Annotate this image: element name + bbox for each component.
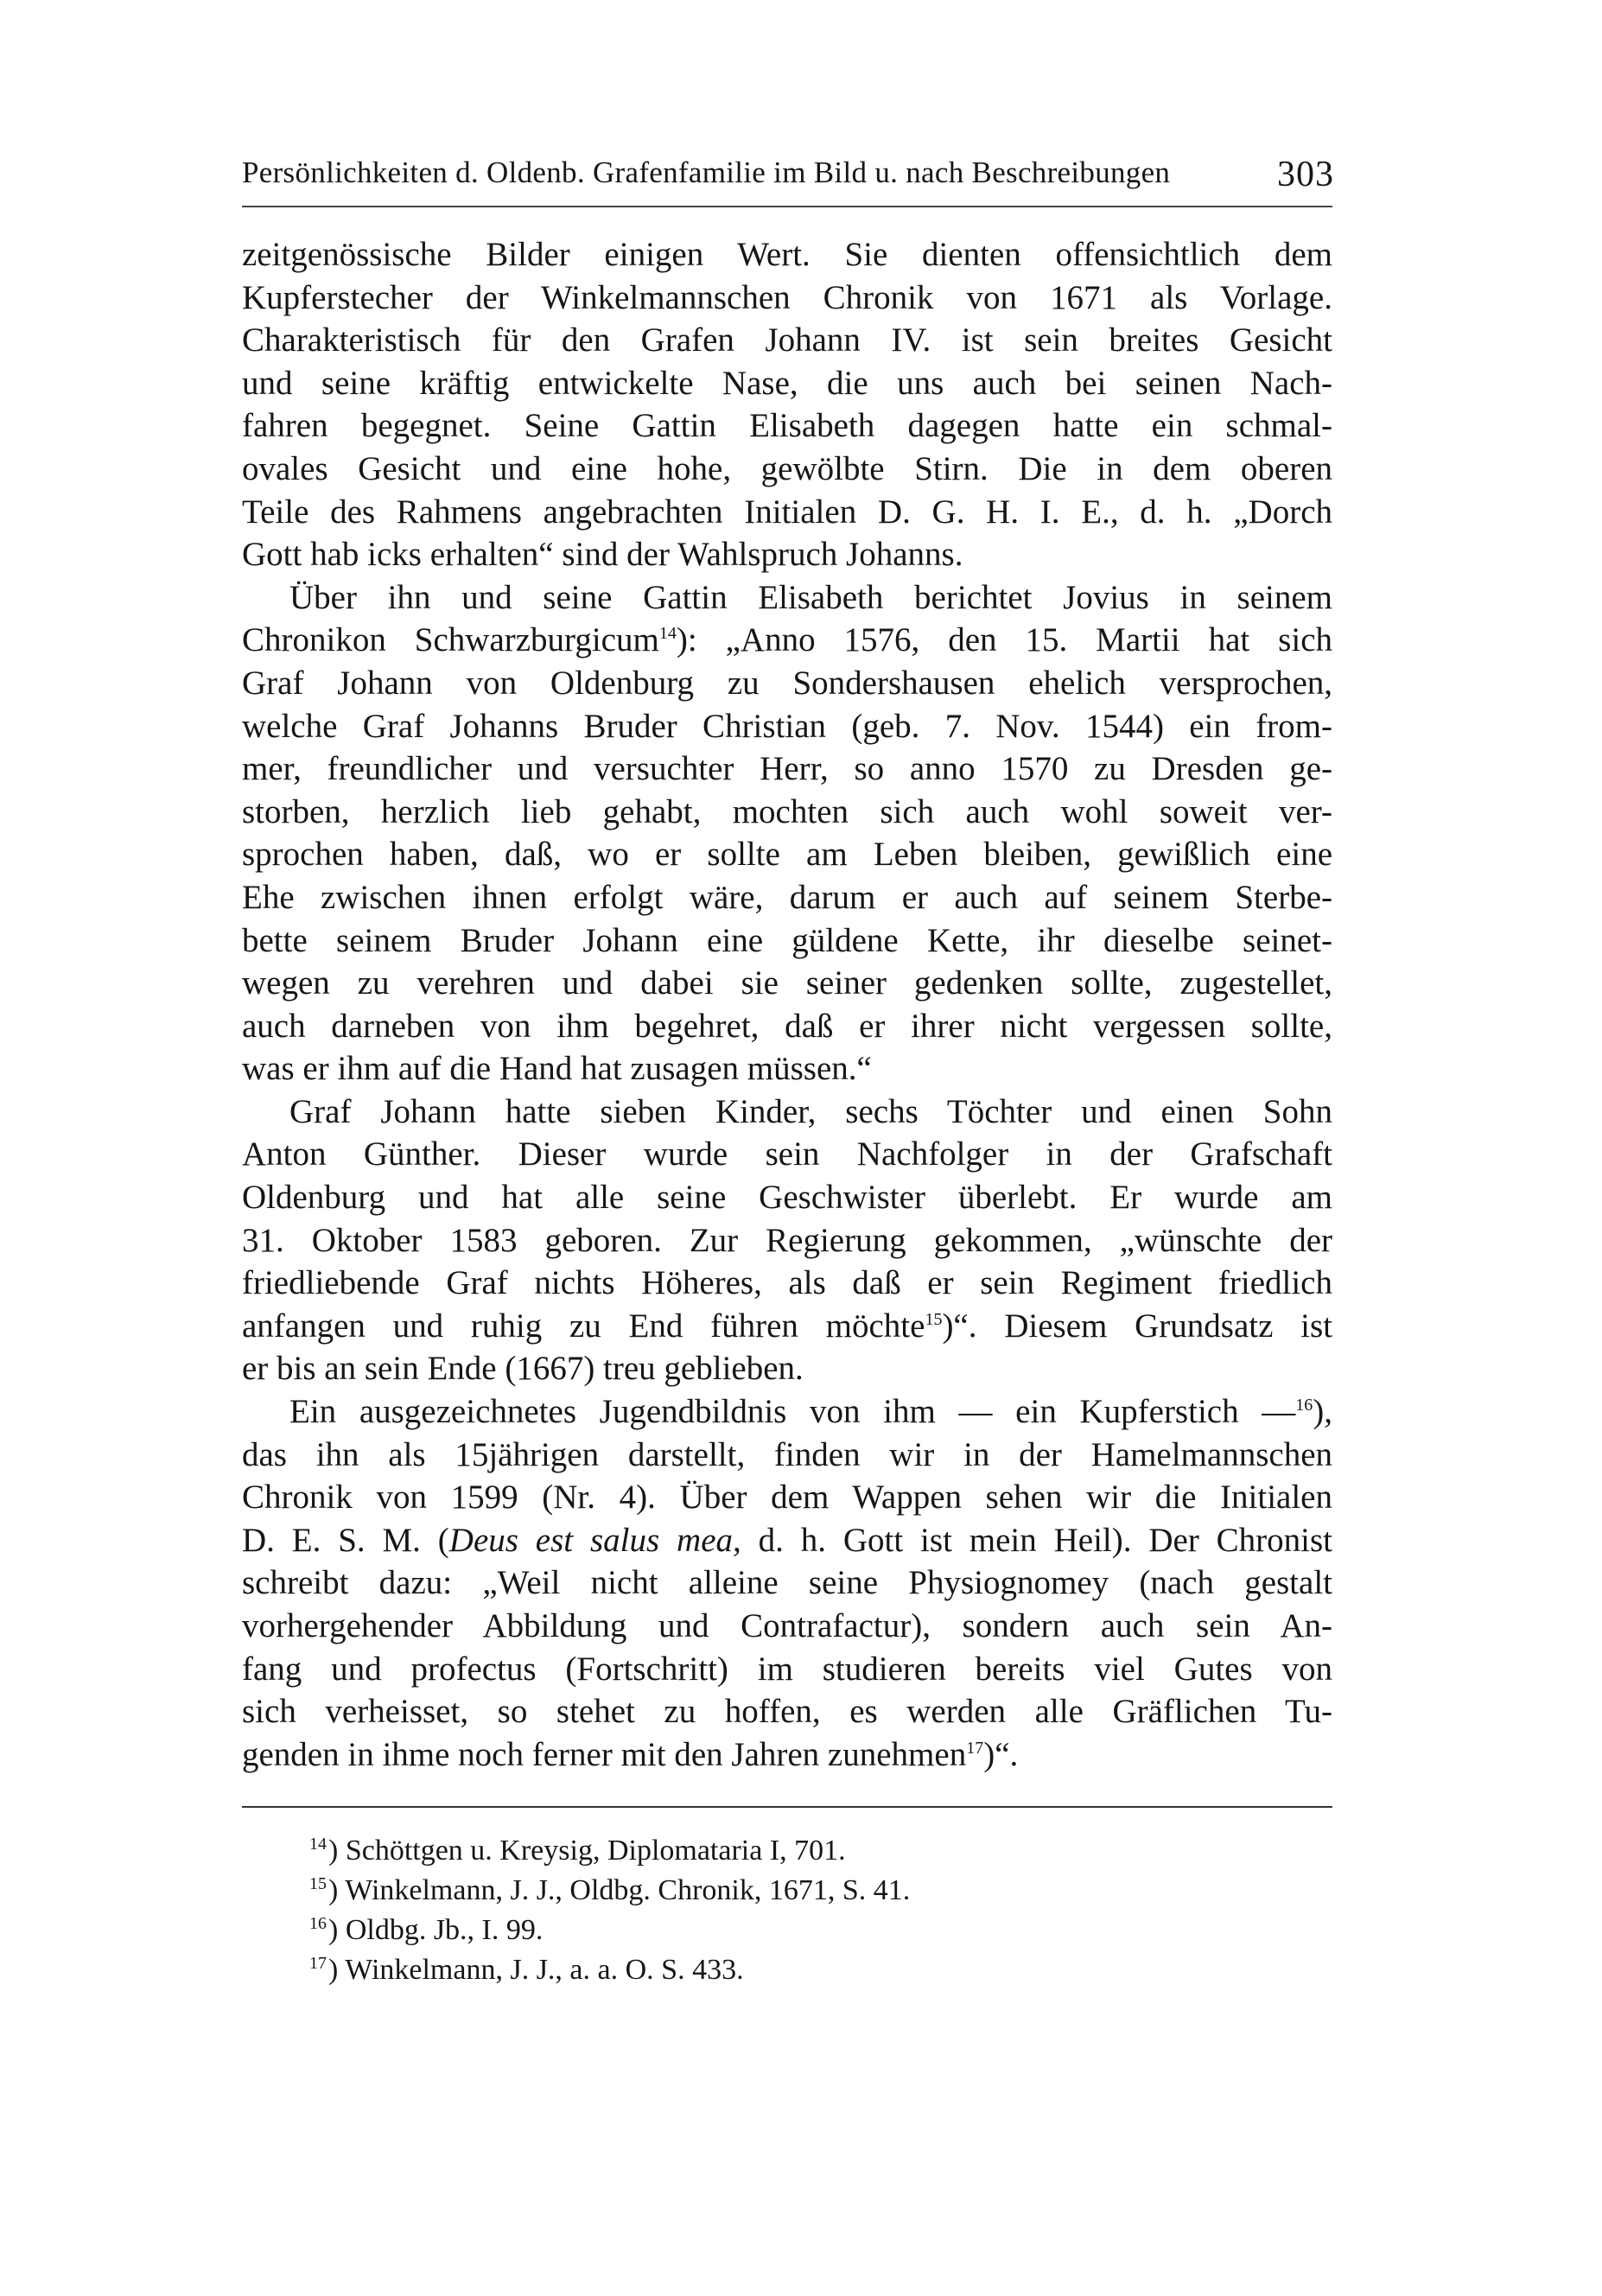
text-line: Anton Günther. Dieser wurde sein Nachfolger in der Grafschaft — [242, 1135, 1332, 1173]
text-line: fang und profectus (Fortschritt) im studieren bereits viel Gutes von — [242, 1650, 1332, 1688]
body-text — [242, 233, 1332, 1776]
text-line: und seine kräftig entwickelte Nase, die uns auch bei seinen Nach- — [242, 364, 1332, 402]
footnote-mark: 17 — [309, 1954, 327, 1973]
text-line: sprochen haben, daß, wo er sollte am Leben bleiben, gewißlich eine — [242, 836, 1332, 874]
text-line: welche Graf Johanns Bruder Christian (geb. 7. Nov. 1544) ein from- — [242, 707, 1332, 745]
text-line: Graf Johann hatte sieben Kinder, sechs Töchter und einen Sohn — [289, 1092, 1332, 1130]
text-line: friedliebende Graf nichts Höheres, als daß er sein Regiment friedlich — [242, 1264, 1332, 1302]
running-head — [242, 147, 1334, 199]
text-line: Gott hab icks erhalten“ sind der Wahlspruch Johanns. — [242, 536, 963, 574]
text-line: was er ihm auf die Hand hat zusagen müssen.“ — [242, 1050, 872, 1088]
text-line — [242, 1733, 1332, 1777]
text-line: mer, freundlicher und versuchter Herr, so anno 1570 zu Dresden ge- — [242, 750, 1332, 788]
text-line: schreibt dazu: „Weil nicht alleine seine Physiognomey (nach gestalt — [242, 1564, 1332, 1602]
text-line: sich verheisset, so stehet zu hoffen, es werden alle Gräflichen Tu- — [242, 1693, 1332, 1731]
footnote-mark: 14 — [309, 1835, 327, 1854]
footnote-reference: 16 — [1295, 1396, 1313, 1415]
text-line: Chronik von 1599 (Nr. 4). Über dem Wappen sehen wir die Initialen — [242, 1479, 1332, 1517]
footnote-reference: 17 — [966, 1738, 984, 1758]
text-segment: )“. Diesem Grundsatz ist — [942, 1307, 1332, 1345]
text-line: zeitgenössische Bilder einigen Wert. Sie dienten offensichtlich dem — [242, 236, 1332, 273]
footnote — [309, 1943, 1173, 1986]
footnote-text: ) Schöttgen u. Kreysig, Diplomataria I, 701. — [328, 1835, 846, 1867]
running-title: Persönlichkeiten d. Oldenb. Grafenfamilie im Bild u. nach Beschreibungen — [242, 156, 1171, 189]
footnote — [309, 1864, 1173, 1904]
text-line — [242, 1305, 1332, 1348]
paragraph — [242, 1390, 1332, 1776]
text-segment: D. E. S. M. ( — [242, 1521, 449, 1559]
text-line: Teile des Rahmens angebrachten Initialen D. G. H. I. E., d. h. „Dorch — [242, 493, 1332, 531]
text-segment: genden in ihme noch ferner mit den Jahren zunehmen — [242, 1735, 967, 1773]
text-line: Oldenburg und hat alle seine Geschwister überlebt. Er wurde am — [242, 1179, 1332, 1217]
text-line: Charakteristisch für den Grafen Johann IV. ist sein breites Gesicht — [242, 321, 1332, 359]
text-line: wegen zu verehren und dabei sie seiner gedenken sollte, zugestellet, — [242, 964, 1332, 1002]
paragraph — [242, 233, 1332, 576]
text-line: 31. Oktober 1583 geboren. Zur Regierung gekommen, „wünschte der — [242, 1221, 1332, 1259]
footnotes — [309, 1824, 1173, 1986]
text-segment: Chronikon Schwarzburgicum — [242, 621, 659, 659]
text-segment: ): „Anno 1576, den 15. Martii hat sich — [676, 621, 1333, 659]
text-segment: d. h. Gott ist mein Heil). Der Chronist — [741, 1521, 1333, 1559]
text-segment: Ein ausgezeichnetes Jugendbildnis von ihm — ein Kupferstich — — [289, 1393, 1296, 1431]
text-segment: ), — [1313, 1393, 1332, 1431]
text-line: ovales Gesicht und eine hohe, gewölbte Stirn. Die in dem oberen — [242, 449, 1332, 487]
footnote-text: ) Oldbg. Jb., I. 99. — [328, 1914, 544, 1946]
footnote-reference: 15 — [925, 1309, 943, 1329]
paragraph — [242, 1091, 1332, 1390]
italic-phrase: Deus est salus mea, — [448, 1521, 741, 1559]
footnote — [309, 1904, 1173, 1946]
text-line: storben, herzlich lieb gehabt, mochten sich auch wohl soweit ver- — [242, 792, 1332, 830]
page-number: 303 — [1277, 155, 1334, 194]
footnote-text: ) Winkelmann, J. J., Oldbg. Chronik, 1671, S. 41. — [328, 1874, 911, 1906]
text-segment: anfangen und ruhig zu End führen möchte — [242, 1307, 925, 1345]
text-line — [242, 619, 1332, 662]
footnote — [309, 1824, 1173, 1867]
footnote-mark: 15 — [309, 1874, 327, 1893]
text-line: das ihn als 15jährigen darstellt, finden wir in der Hamelmannschen — [242, 1435, 1332, 1473]
text-line: Kupferstecher der Winkelmannschen Chronik von 1671 als Vorlage. — [242, 278, 1332, 316]
text-line: bette seinem Bruder Johann eine güldene Kette, ihr dieselbe seinet- — [242, 921, 1332, 959]
text-segment: )“. — [983, 1735, 1019, 1773]
text-line: vorhergehender Abbildung und Contrafactur), sondern auch sein An- — [242, 1607, 1332, 1644]
text-line — [242, 1519, 1332, 1562]
text-line: Graf Johann von Oldenburg zu Sondershausen ehelich versprochen, — [242, 664, 1332, 702]
text-line: Ehe zwischen ihnen erfolgt wäre, darum er auch auf seinem Sterbe- — [242, 878, 1332, 916]
text-line: auch darneben von ihm begehret, daß er ihrer nicht vergessen sollte, — [242, 1007, 1332, 1045]
text-line: fahren begegnet. Seine Gattin Elisabeth dagegen hatte ein schmal- — [242, 407, 1332, 445]
paragraph — [242, 576, 1332, 1091]
text-line: Über ihn und seine Gattin Elisabeth berichtet Jovius in seinem — [289, 578, 1332, 616]
header-divider — [242, 206, 1332, 207]
footnote-reference: 14 — [658, 624, 677, 644]
footnote-divider — [242, 1806, 1332, 1808]
footnote-text: ) Winkelmann, J. J., a. a. O. S. 433. — [328, 1954, 744, 1986]
footnote-mark: 16 — [309, 1914, 327, 1933]
text-line — [242, 1390, 1332, 1434]
text-line: er bis an sein Ende (1667) treu geblieben. — [242, 1350, 804, 1388]
